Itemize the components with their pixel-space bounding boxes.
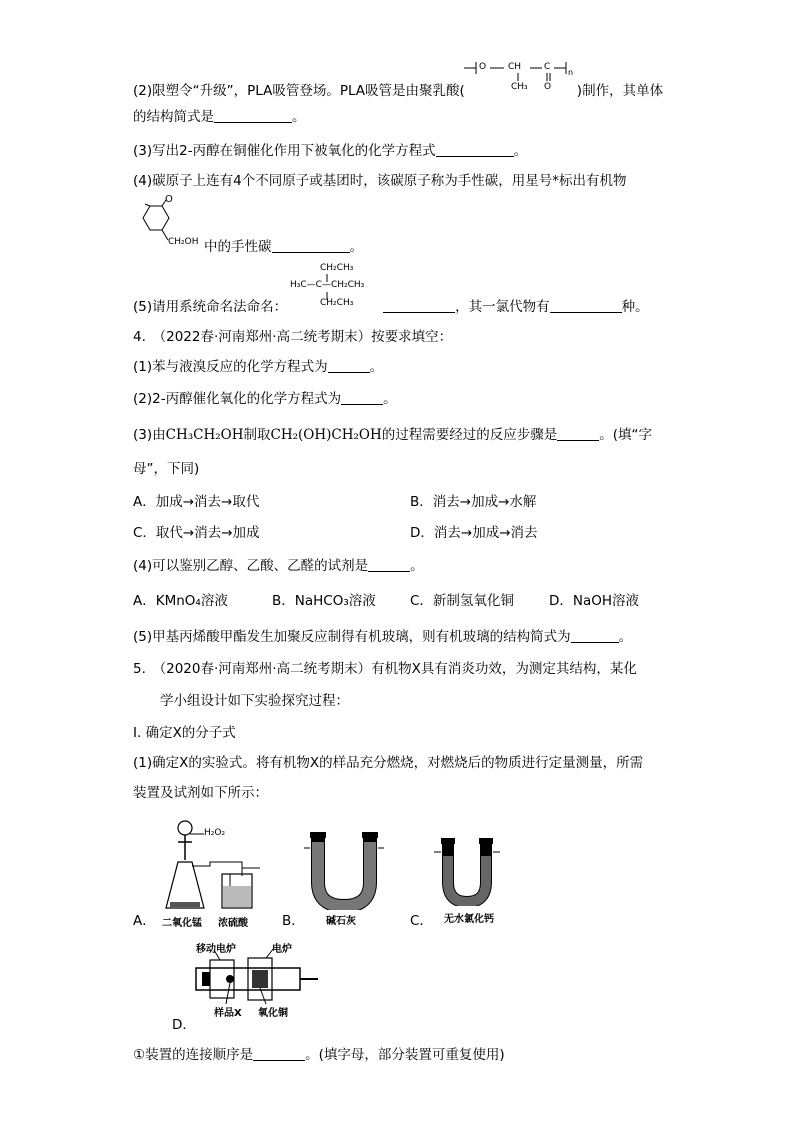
q5-question1: ①装置的连接顺序是 。(填字母，部分装置可重复使用): [133, 1047, 505, 1063]
answer-blank[interactable]: [214, 108, 292, 123]
q3-part2-line2: 的结构简式是 。: [133, 109, 306, 125]
option-a[interactable]: A．加成→消去→取代: [133, 494, 260, 510]
q5-section1: I. 确定X的分子式: [133, 725, 236, 741]
h2so4-label: 浓硫酸: [218, 918, 248, 929]
answer-blank[interactable]: [341, 390, 383, 405]
ring-structure: [132, 194, 210, 252]
answer-blank[interactable]: [571, 628, 619, 643]
pla-ch3: CH₃: [511, 82, 528, 92]
q3-part4-line1: (4)碳原子上连有4个不同原子或基团时，该碳原子称为手性碳，用星号*标出有机物: [133, 173, 627, 189]
branch-middle: H₃C—C—CH₂CH₃: [290, 280, 365, 290]
pla-o: O: [479, 62, 487, 72]
q4-part4: (4)可以鉴别乙醇、乙酸、乙醛的试剂是 。: [133, 558, 424, 574]
answer-blank[interactable]: [550, 298, 622, 313]
answer-blank[interactable]: [557, 426, 599, 441]
q5-heading-line1: 5. （2020春·河南郑州·高二统考期末）有机物X具有消炎功效，为测定其结构，某化: [133, 661, 637, 677]
mobile-furnace-label: 移动电炉: [196, 944, 236, 955]
option-d[interactable]: D．: [172, 1017, 196, 1033]
q3-part5: (5)请用系统命名法命名： ，其一氯代物有 种。: [133, 299, 649, 315]
cuo-label: 氧化铜: [258, 1008, 288, 1019]
pla-n: n: [568, 68, 574, 77]
cacl2-label: 无水氯化钙: [444, 914, 494, 925]
q4-part5: (5)甲基丙烯酸甲酯发生加聚反应制得有机玻璃，则有机玻璃的结构简式为 。: [133, 629, 633, 645]
option-c[interactable]: C．取代→消去→加成: [133, 525, 260, 541]
h2o2-label: H₂O₂: [204, 828, 226, 838]
answer-blank[interactable]: [436, 142, 514, 157]
figure-b-utube: [304, 826, 384, 910]
branch-bottom: CH₂CH₃: [320, 298, 354, 308]
q4-part3-line2: 母”，下同): [133, 461, 200, 477]
option-d[interactable]: D．NaOH溶液: [549, 593, 640, 609]
option-d[interactable]: D．消去→加成→消去: [410, 525, 538, 541]
q5-part1-line2: 装置及试剂如下所示：: [133, 785, 268, 801]
soda-lime-label: 碱石灰: [326, 916, 356, 927]
sample-x-label: 样品X: [214, 1008, 242, 1019]
q5-part1-line1: (1)确定X的实验式。将有机物X的样品充分燃烧，对燃烧后的物质进行定量测量，所需: [133, 755, 644, 771]
q3-part3: (3)写出2-丙醇在铜催化作用下被氧化的化学方程式 。: [133, 143, 528, 159]
option-c[interactable]: C．: [410, 913, 433, 929]
q4-part1: (1)苯与液溴反应的化学方程式为 。: [133, 359, 384, 375]
option-b[interactable]: B．: [282, 913, 305, 929]
pla-c: C: [544, 62, 551, 72]
option-a[interactable]: A．KMnO₄溶液: [133, 593, 228, 609]
figure-c-utube: [434, 834, 500, 906]
branch-top: CH₂CH₃: [320, 263, 354, 273]
q4-heading: 4. （2022春·河南郑州·高二统考期末）按要求填空：: [133, 329, 453, 345]
option-a[interactable]: A．: [133, 913, 156, 929]
q3-part4-line2: 中的手性碳 。: [204, 239, 363, 255]
figure-d-furnace: [192, 940, 322, 1020]
ring-ch2oh: CH₂OH: [168, 237, 199, 247]
q4-part3-line1: (3)由CH₃CH₂OH制取CH₂(OH)CH₂OH的过程需要经过的反应步骤是 。(填“字: [133, 427, 653, 443]
q4-part2: (2)2-丙醇催化氧化的化学方程式为 。: [133, 391, 397, 407]
option-b[interactable]: B．NaHCO₃溶液: [272, 593, 376, 609]
q5-heading-line2: 学小组设计如下实验探究过程：: [160, 693, 349, 709]
answer-blank[interactable]: [383, 298, 455, 313]
mno2-label: 二氧化锰: [162, 918, 202, 929]
pla-ch: CH: [508, 62, 522, 72]
answer-blank[interactable]: [328, 358, 370, 373]
answer-blank[interactable]: [272, 238, 350, 253]
answer-blank[interactable]: [253, 1046, 305, 1061]
answer-blank[interactable]: [368, 557, 410, 572]
furnace-label: 电炉: [272, 944, 292, 955]
ring-o: O: [165, 194, 173, 205]
option-b[interactable]: B．消去→加成→水解: [410, 494, 537, 510]
q3-part2-line1: (2)限塑令“升级”，PLA吸管登场。PLA吸管是由聚乳酸( )制作，其单体: [133, 83, 664, 99]
pla-oxy: O: [544, 82, 552, 92]
option-c[interactable]: C．新制氢氧化铜: [410, 593, 514, 609]
